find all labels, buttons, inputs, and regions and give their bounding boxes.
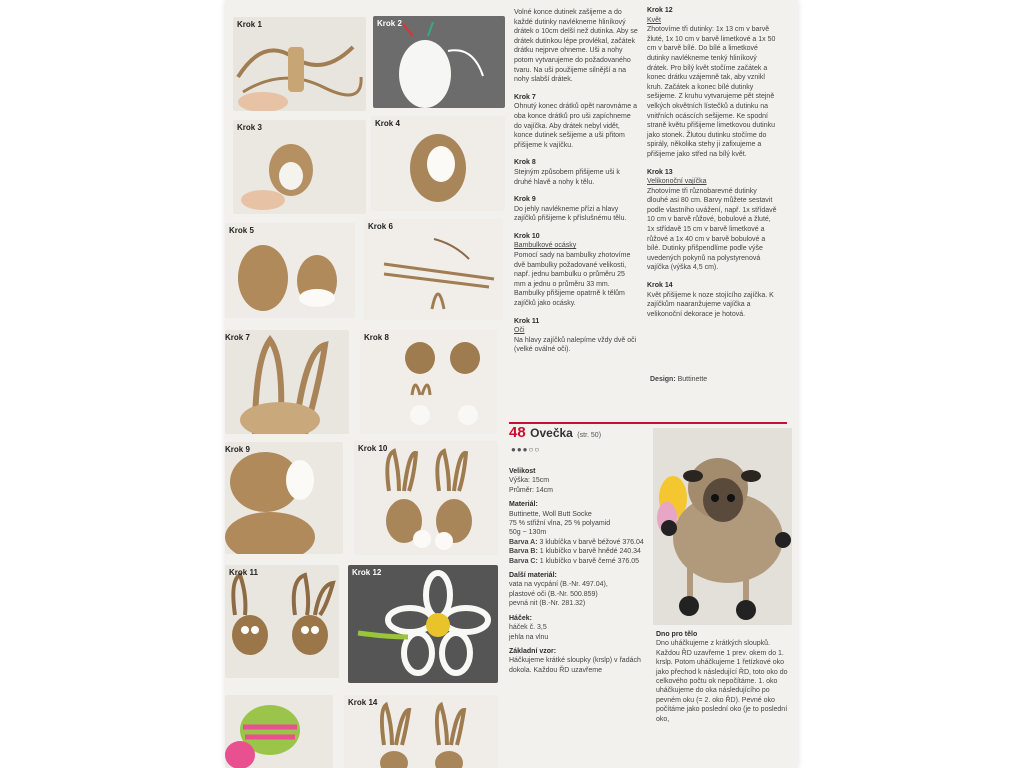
step-text: Zhotovíme tři různobarevné dutinky dlouhé asi 80 cm. Barvy můžete sestavit podle vlastního uvážení, např. 1x střídavě 10 cm v barvě růžové, bobulové a žluté, 1x střídavě 15 cm v barvě limetkové a růžové a 1x 40 cm v barvě bobulové a bílé. Dutinky přišpendlíme podle výše uvedených pokynů na polystyrenová vajíčka (výška 4,5 cm). <box>647 187 777 272</box>
design-credit <box>650 376 707 383</box>
step-label: Krok 10 <box>358 444 388 453</box>
step-heading: Krok 11 <box>514 317 540 325</box>
step-heading: Krok 7 <box>514 93 536 101</box>
step-photo-13 <box>225 695 333 768</box>
step-photo-4 <box>371 116 505 211</box>
step-label: Krok 9 <box>225 445 250 454</box>
other-material-heading: Další materiál: <box>509 572 557 580</box>
step-label: Krok 2 <box>377 19 402 28</box>
material-name: Buttinette, Woll Butt Socke <box>509 510 592 518</box>
material-heading: Materiál: <box>509 501 538 509</box>
page-reference: (str. 50) <box>577 432 602 439</box>
step-label: Krok 12 <box>352 568 382 577</box>
step-photo-6 <box>364 219 503 320</box>
height-value: Výška: 15cm <box>509 477 550 485</box>
section-number: 48 <box>509 424 526 441</box>
step-photo-1 <box>233 17 366 111</box>
step-photo-11 <box>225 565 339 678</box>
accent-rule <box>509 422 787 424</box>
egg-pins-illustration <box>373 16 505 108</box>
step-label: Krok 4 <box>375 119 400 128</box>
step-heading: Krok 13 <box>647 168 673 176</box>
bunny-body-illustration <box>225 442 343 554</box>
difficulty-rating: ●●●○○ <box>511 445 541 454</box>
size-heading: Velikost <box>509 468 536 475</box>
basic-pattern-heading: Základní vzor: <box>509 647 557 655</box>
step-heading: Krok 12 <box>647 7 673 14</box>
step-subheading: Bambulkové ocásky <box>514 242 577 250</box>
step-text: Ohnutý konec drátků opět narovnáme a oba konce drátků pro uši zapíchneme do vajíčka. Aby drátek nebyl vidět, konce dutinek sešijeme a uši přitom přišijeme k vajíčku. <box>514 103 637 149</box>
diameter-value: Průměr: 14cm <box>509 486 553 494</box>
step-heading: Krok 14 <box>647 282 673 290</box>
step-label: Krok 7 <box>225 333 250 342</box>
step-text: Pomocí sady na bambulky zhotovíme dvě bambulky požadované velikosti, např. jednu bambulku o průměru 25 mm a jednu o průměru 33 mm. Bambulky přišijeme opatrně k tělům zajíčků jako ocásky. <box>514 252 631 308</box>
step-label: Krok 14 <box>348 698 378 707</box>
color-a-label: Barva A: <box>509 538 538 546</box>
yarn-tubes-illustration <box>364 219 503 320</box>
flower-illustration <box>348 565 498 683</box>
needle: jehla na vlnu <box>509 633 549 641</box>
color-b <box>509 547 644 556</box>
bunny-pair-illustration <box>354 441 498 555</box>
color-a <box>509 538 644 547</box>
other-material-2: plastové oči (B.-Nr. 500.859) <box>509 590 598 598</box>
step-photo-8 <box>360 330 497 434</box>
yarn-spool-illustration <box>233 17 366 111</box>
step-label: Krok 11 <box>229 568 258 577</box>
wrapped-egg-illustration <box>371 116 505 211</box>
step-subheading: Oči <box>514 327 525 335</box>
design-value: Buttinette <box>677 376 708 383</box>
step-heading: Krok 8 <box>514 159 536 167</box>
step-photo-14 <box>344 695 498 768</box>
color-b-label: Barva B: <box>509 548 538 556</box>
step-photo-5 <box>225 223 355 318</box>
step-text: Do jehly navlékneme přízi a hlavy zajíčků přišijeme k příslušnému tělu. <box>514 205 627 223</box>
step-photo-2 <box>373 16 505 108</box>
base-instructions <box>656 630 794 724</box>
section-title: Ovečka <box>530 426 573 440</box>
step-heading: Krok 9 <box>514 196 536 204</box>
step-heading: Krok 10 <box>514 232 540 240</box>
color-c-value: 1 klubíčko v barvě černé 376.05 <box>539 557 639 565</box>
design-label: Design: <box>650 376 676 383</box>
material-composition: 75 % střižní vlna, 25 % polyamid <box>509 520 611 528</box>
color-a-value: 3 klubíčka v barvě béžové 376.04 <box>539 538 644 546</box>
step-subheading: Velikonoční vajíčka <box>647 178 707 186</box>
color-c-label: Barva C: <box>509 557 538 565</box>
step-text: Na hlavy zajíčků nalepíme vždy dvě oči (velké oválné oči). <box>514 336 637 354</box>
other-material-1: vata na vycpání (B.-Nr. 497.04), <box>509 581 608 589</box>
step-text: Zhotovíme tři dutinky: 1x 13 cm v barvě žluté, 1x 10 cm v barvě limetkové a 1x 50 cm v barvě bílé. Do bílé a limetkové dutinky navlékneme tenký hliníkový drátek. Pro bílý květ stočíme začátek a konec drátku vzájemně tak, aby vznikl kruh. Začátek a konec bílé dutinky sešijeme. Z kruhu vytvarujeme pět stejně velkých okvětních lístečků a dutinku na vnitřních ocáscích sešijeme. Ke spodní straně květu přišijeme limetkovou dutinku jako stonek. Žlutou dutinku stočíme do spirály, několika stehy ji zafixujeme a přišijeme jako střed na bílý květ. <box>647 26 776 158</box>
wrapped-egg-illustration <box>233 120 366 214</box>
intro-text: Volné konce dutinek zašijeme a do každé dutinky navlékneme hliníkový drátek o 10cm delší než dutinka. Aby se drátek dutinkou lépe provlékal, začátek drátku nejprve ohneme. Uši a nohy potom vytvarujeme do požadovaného tvaru. Na uši použijeme silnější a na nohy slabší drátek. <box>514 9 638 84</box>
step-label: Krok 8 <box>364 333 389 342</box>
step-photo-9 <box>225 442 343 554</box>
bunny-ears-illustration <box>225 330 349 434</box>
materials-column <box>509 462 644 675</box>
bunny-heads-illustration <box>360 330 497 434</box>
base-text: Dno uháčkujeme z krátkých sloupků. Každou ŘD uzavřeme 1 prev. okem do 1. krslp. Potom uháčkujeme 1 řetízkové oko jako přechod k následující ŘD, toto oko do celkového počtu ok nepočítáme. 1. oko uháčkujeme do oka následujícího po pevném oku (= 2. oko ŘD). Pevné oko počítáme jako poslední oko (je to poslední oko, <box>656 640 788 723</box>
hook-size: háček č. 3,5 <box>509 624 547 632</box>
base-heading: Dno pro tělo <box>656 631 698 638</box>
instructions-column-2 <box>647 6 779 327</box>
easter-eggs-illustration <box>225 695 333 768</box>
color-b-value: 1 klubíčko v barvě hnědé 240.34 <box>539 548 641 556</box>
color-c <box>509 557 644 566</box>
step-label: Krok 6 <box>368 222 393 231</box>
step-photo-3 <box>233 120 366 214</box>
other-material-3: pevná nit (B.-Nr. 281.32) <box>509 600 586 608</box>
step-photo-12 <box>348 565 498 683</box>
material-weight: 50g ~ 130m <box>509 529 547 537</box>
instructions-column-1 <box>514 8 638 363</box>
step-photo-7 <box>225 330 349 434</box>
basic-pattern-text: Háčkujeme krátké sloupky (krslp) v řadách dokola. Každou ŘD uzavřeme <box>509 657 641 674</box>
step-text: Stejným způsobem přišijeme uši k druhé hlavě a nohy k tělu. <box>514 168 620 186</box>
step-label: Krok 5 <box>229 226 254 235</box>
step-photo-10 <box>354 441 498 555</box>
step-subheading: Květ <box>647 16 662 24</box>
step-label: Krok 1 <box>237 20 262 29</box>
sheep-photo <box>653 428 792 625</box>
two-eggs-illustration <box>225 223 355 318</box>
bunnies-with-eyes-illustration <box>225 565 339 678</box>
crochet-sheep-illustration <box>653 428 792 625</box>
step-text: Květ přišijeme k noze stojícího zajíčka. K zajíčkům naaranžujeme vajíčka a velikonoční dekorace je hotová. <box>647 291 774 318</box>
hook-heading: Háček: <box>509 614 532 622</box>
step-label: Krok 3 <box>237 123 262 132</box>
